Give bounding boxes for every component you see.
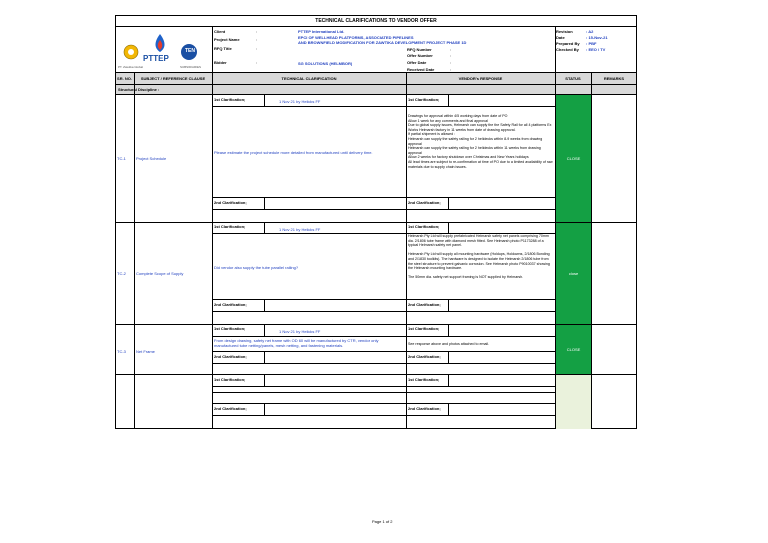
received-date-label: Received Date — [407, 67, 435, 72]
col-subject: SUBJECT / REFERENCE CLAUSE — [140, 76, 206, 81]
header-info — [214, 29, 554, 73]
row-sr-no: TC-3 — [117, 349, 126, 354]
revision-label: Revision — [556, 29, 573, 34]
page-number: Page 1 of 2 — [372, 519, 393, 524]
status-cell — [556, 95, 591, 222]
first-clarification-label: 1st Clarification; — [408, 224, 440, 229]
revision-block — [556, 29, 636, 59]
status-value: close — [568, 271, 579, 276]
clarification-reference: 1 Nov 21 by Helicks FF — [279, 329, 321, 334]
vendor-response-text: Helmarsh Pty Ltd will supply prefabricated Helmarsh safety net panels comprising 70mm dia. 2/1806 tube frame with diamond mesh fitted. See Helmarsh photo P1173288 of a typical Helmarsh safety net panel. Helmarsh Pty Ltd will supply all mounting hardware (Holdups, Holdowns, 2/1806 Bonding and 2/1830 toolkits). The hardware is designed to isolate the Helmarsh 2/1806 tube from the steel structure to prevent galvanic corrosion. See Helmarsh photo P9010037 showing the Helmarsh mounting hardware. The 50mm dia. safety net support framing is NOT supplied by Helmarsh. — [408, 234, 550, 280]
second-clarification-label: 2nd Clarification; — [214, 200, 247, 205]
vendor-response-text: Drawings for approval within 4/5 working days from date of PO Allow 1 week for any comments and final approval Due to global supply issues, Helmarsh can supply the the Safety Rail for all 4 platforms Ex Works Helmarsh factory in 11 weeks from date of drawing approval. If partial shipment is allowed : Helmarsh can supply the safety railing for 2 helidecks within 8-9 weeks from drawing approval Helmarsh can supply the safety railing for 2 helidecks within 11 weeks from drawing approval Allow 2 weeks for factory shutdown over Christmas and New Years holidays All lead times are subject to re-confirmation at time of PO due to a limited availability of raw materials due to supply chain issues. — [408, 114, 553, 169]
project-name-label: Project Name — [214, 37, 240, 42]
row-subject: Net Frame — [136, 349, 155, 354]
client-value: PTTEP International Ltd. — [298, 29, 345, 34]
rfq-title-label: RFQ Title — [214, 46, 232, 51]
date-label: Date — [556, 35, 565, 40]
offer-number-label: Offer Number — [407, 53, 433, 58]
client-label: Client — [214, 29, 226, 34]
clarification-reference: 1 Nov 21 by Helicks FF — [279, 99, 321, 104]
first-clarification-label: 1st Clarification; — [408, 377, 440, 382]
colon: : — [256, 60, 258, 65]
second-clarification-label: 2nd Clarification; — [408, 200, 441, 205]
first-clarification-label: 1st Clarification; — [214, 224, 246, 229]
second-clarification-label: 2nd Clarification; — [408, 302, 441, 307]
status-value: CLOSE — [566, 347, 581, 352]
row-subject: Project Schedule — [136, 156, 167, 161]
prepared-by-label: Prepared By — [556, 41, 580, 46]
revision-value: : A2 — [586, 29, 594, 34]
checked-by-label: Checked By — [556, 47, 579, 52]
date-value: : 15-Nov-21 — [586, 35, 608, 40]
col-remarks: REMARKS — [603, 76, 625, 81]
ten-logo-caption: SUBSIDIARIES — [180, 65, 202, 69]
colon: : — [256, 46, 258, 51]
col-sr-no: SR. NO. — [117, 76, 132, 81]
bidder-value: SG SOLUTIONS (HELMBOR) — [298, 61, 353, 66]
first-clarification-label: 1st Clarification; — [214, 97, 246, 102]
bidder-label: Bidder — [214, 60, 227, 65]
clarification-text: From design drawing, safety net frame with OD 60 will be manufactured by CTR, vendor only manufactured tube netting/panels, mesh netting, and fastening materials. — [214, 338, 379, 348]
second-clarification-label: 2nd Clarification; — [408, 354, 441, 359]
row-subject: Complete Scope of Supply — [136, 271, 184, 276]
project-name-line1: EPCI OF WELLHEAD PLATFORMS, ASSOCIATED PIPELINES — [298, 35, 414, 40]
second-clarification-label: 2nd Clarification; — [214, 302, 247, 307]
col-vendor-response: VENDOR's RESPONSE — [458, 76, 503, 81]
small-logo-caption: PT. Zawtika Global — [118, 65, 144, 69]
section-structural: Structural Discipline : — [116, 85, 636, 94]
status-cell — [556, 325, 591, 374]
second-clarification-label: 2nd Clarification; — [214, 406, 247, 411]
row-sr-no: TC-2 — [117, 271, 126, 276]
colon: : — [256, 29, 258, 34]
pttep-logo-text: PTTEP — [143, 54, 169, 63]
second-clarification-label: 2nd Clarification; — [214, 354, 247, 359]
colon: : — [450, 67, 452, 72]
prepared-by-value: : PBF — [586, 41, 597, 46]
colon: : — [256, 37, 258, 42]
checked-by-value: : EEO / TV — [586, 47, 606, 52]
offer-date-label: Offer Date — [407, 60, 427, 65]
colon: : — [450, 47, 452, 52]
vendor-response-text: See response above and photos attached to email. — [408, 342, 490, 346]
document-title: TECHNICAL CLARIFICATIONS TO VENDOR OFFER — [315, 18, 437, 24]
clarification-text: Did vendor also supply the tube parallel railing? — [214, 265, 299, 270]
first-clarification-label: 1st Clarification; — [408, 326, 440, 331]
first-clarification-label: 1st Clarification; — [214, 377, 246, 382]
status-value: CLOSE — [566, 156, 581, 161]
project-name-line2: AND BROWNFIELD MODIFICATION FOR ZAWTIKA DEVELOPMENT PROJECT PHASE 1D — [298, 40, 467, 45]
col-status: STATUS — [565, 76, 581, 81]
col-technical-clarification: TECHNICAL CLARIFICATION — [281, 76, 337, 81]
first-clarification-label: 1st Clarification; — [408, 97, 440, 102]
colon: : — [450, 60, 452, 65]
clarification-text: Please estimate the project schedule more detailed from manufactured until delivery time. — [214, 150, 373, 155]
ten-logo-text: TEN — [185, 48, 195, 54]
rfq-number-label: RFQ Number — [407, 47, 432, 52]
first-clarification-label: 1st Clarification; — [214, 326, 246, 331]
row-sr-no: TC-1 — [117, 156, 126, 161]
second-clarification-label: 2nd Clarification; — [408, 406, 441, 411]
colon: : — [450, 53, 452, 58]
clarification-reference: 1 Nov 21 by Helicks FF — [279, 227, 321, 232]
status-cell — [556, 223, 591, 324]
status-cell-empty — [556, 375, 591, 429]
